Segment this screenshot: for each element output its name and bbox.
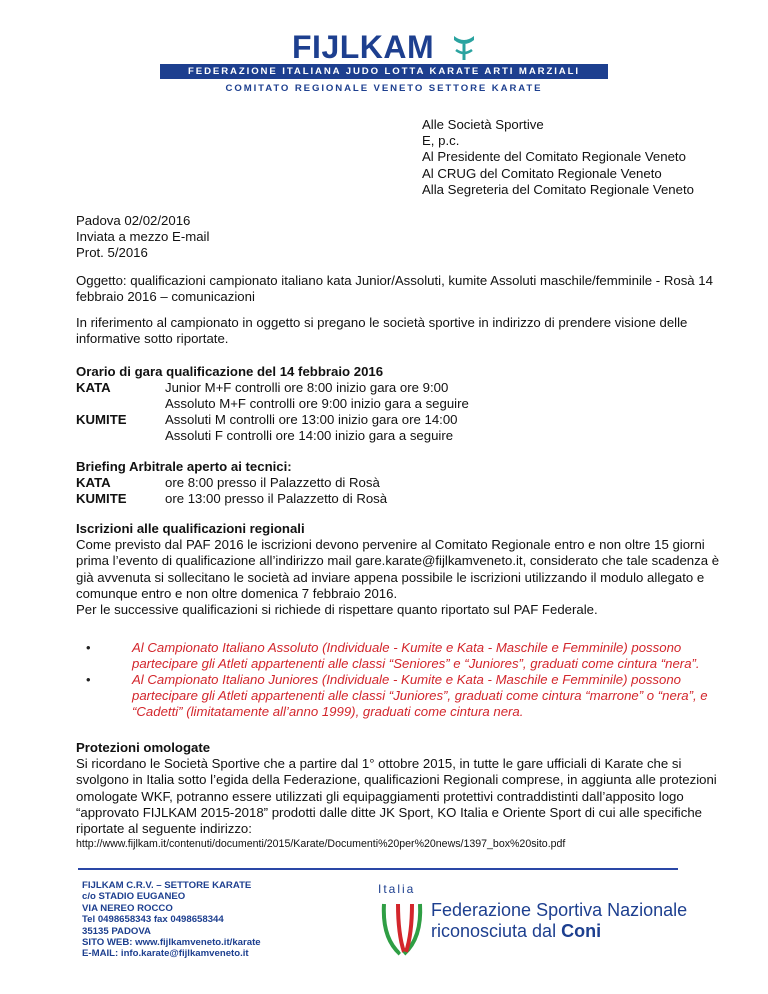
recipients-block — [422, 117, 694, 198]
briefing-kumite-label: KUMITE — [76, 491, 127, 506]
bullet-icon: • — [86, 640, 91, 655]
bullet-line: partecipare gli Atleti appartenenti alle classi “Seniores” e “Juniores”, graduati come cintura “nera”. — [132, 656, 700, 671]
schedule-title: Orario di gara qualificazione del 14 febbraio 2016 — [76, 364, 384, 379]
bullet-icon: • — [86, 672, 91, 687]
logo-text: FIJLKAM — [292, 30, 435, 62]
italia-label: Italia — [378, 882, 416, 896]
iscrizioni-title: Iscrizioni alle qualificazioni regionali — [76, 521, 305, 536]
meta-block — [76, 213, 209, 262]
kumite-label: KUMITE — [76, 412, 127, 427]
protezioni-section — [76, 740, 717, 837]
iscrizioni-line: già avvenuta si sollecitano le società ad inviare appena possibile le iscrizioni utilizzando il modulo allegato e — [76, 569, 705, 585]
kumite-schedule-1: Assoluti M controlli ore 13:00 inizio gara ore 14:00 — [165, 412, 458, 427]
footer-email[interactable]: E-MAIL: info.karate@fijlkamveneto.it — [82, 948, 249, 960]
bullet-line: Al Campionato Italiano Juniores (Individuale - Kumite e Kata - Maschile e Femminile) possono — [132, 672, 682, 687]
coni-line-1: Federazione Sportiva Nazionale — [431, 900, 688, 920]
footer-line: VIA NEREO ROCCO — [82, 902, 173, 914]
subject-line: febbraio 2016 – comunicazioni — [76, 289, 255, 305]
footer-line: Tel 0498658343 fax 0498658344 — [82, 914, 224, 926]
subject-line: Oggetto: qualificazioni campionato italiano kata Junior/Assoluti, kumite Assoluti maschile/femminile - Rosà 14 — [76, 273, 713, 288]
sent-via: Inviata a mezzo E-mail — [76, 229, 210, 245]
intro-line: informative sotto riportate. — [76, 331, 229, 347]
protezioni-line: omologate WKF, potranno essere utilizzati gli equipaggiamenti protettivi contraddistinti dall’apposito logo — [76, 788, 684, 804]
intro-line: In riferimento al campionato in oggetto si pregano le società sportive in indirizzo di prendere visione delle — [76, 315, 688, 330]
kata-schedule-2: Assoluto M+F controlli ore 9:00 inizio gara a seguire — [165, 396, 469, 411]
schedule-section — [76, 364, 693, 454]
footer-line: FIJLKAM C.R.V. – SETTORE KARATE — [82, 880, 252, 891]
kata-schedule-1: Junior M+F controlli ore 8:00 inizio gara ore 9:00 — [165, 380, 449, 395]
coni-word: Coni — [561, 921, 602, 941]
recipient-line: Al CRUG del Comitato Regionale Veneto — [422, 165, 662, 181]
federation-band: FEDERAZIONE ITALIANA JUDO LOTTA KARATE ARTI MARZIALI — [160, 64, 608, 79]
kata-label: KATA — [76, 380, 111, 395]
fijlkam-logo — [292, 30, 478, 62]
coni-shield-icon — [378, 898, 426, 958]
recipient-line: Al Presidente del Comitato Regionale Veneto — [422, 149, 686, 165]
protezioni-line: Si ricordano le Società Sportive che a partire dal 1° ottobre 2015, in tutte le gare ufficiali di Karate che si — [76, 756, 682, 772]
protezioni-title: Protezioni omologate — [76, 740, 211, 755]
bullet-item — [86, 672, 726, 722]
footer-line: 35135 PADOVA — [82, 925, 151, 937]
briefing-title: Briefing Arbitrale aperto ai tecnici: — [76, 459, 292, 474]
bullet-line: “Cadetti” (limitatamente all’anno 1999), graduati come cintura nera. — [132, 704, 524, 719]
briefing-kumite-text: ore 13:00 presso il Palazzetto di Rosà — [165, 491, 388, 506]
protezioni-url[interactable]: http://www.fijlkam.it/contenuti/documenti/2015/Karate/Documenti%20per%20news/1397_box%20sito.pdf — [76, 838, 566, 850]
footer-divider — [78, 868, 678, 870]
coni-line-2 — [431, 921, 601, 942]
bullet-item — [86, 640, 726, 674]
protezioni-line: svolgono in Italia sotto l’egida della Federazione, qualificazioni Regionali comprese, in aggiunta alle protezioni — [76, 772, 717, 788]
iscrizioni-section — [76, 521, 720, 618]
briefing-kata-label: KATA — [76, 475, 111, 490]
iscrizioni-line: Come previsto dal PAF 2016 le iscrizioni devono pervenire al Comitato Regionale entro e non oltre 15 giorni — [76, 537, 705, 553]
letter-date: Padova 02/02/2016 — [76, 213, 191, 228]
recipient-line: E, p.c. — [422, 133, 460, 149]
bullet-line: Al Campionato Italiano Assoluto (Individuale - Kumite e Kata - Maschile e Femminile) possono — [132, 640, 682, 655]
protezioni-line: riportate al seguente indirizzo: — [76, 821, 252, 837]
protezioni-line: “approvato FIJLKAM 2015-2018” prodotti dalle ditte JK Sport, KO Italia e Oriente Sport di cui alle specifiche — [76, 804, 703, 820]
iscrizioni-line: comunque entro e non oltre domenica 7 febbraio 2016. — [76, 585, 398, 601]
coni-line-2-text: riconosciuta dal — [431, 921, 562, 941]
footer-website[interactable]: SITO WEB: www.fijlkamveneto.it/karate — [82, 937, 261, 949]
footer-address — [82, 880, 261, 960]
recipient-line: Alla Segreteria del Comitato Regionale Veneto — [422, 181, 694, 197]
iscrizioni-line: prima l’evento di qualificazione all’indirizzo mail gare.karate@fijlkamveneto.it, considerato che tale scadenza è — [76, 553, 720, 569]
subject-block — [76, 273, 713, 305]
intro-paragraph — [76, 315, 693, 347]
protocol-number: Prot. 5/2016 — [76, 245, 148, 261]
emblem-icon — [454, 36, 474, 60]
footer-line: c/o STADIO EUGANEO — [82, 891, 186, 903]
committee-title: COMITATO REGIONALE VENETO SETTORE KARATE — [225, 83, 543, 94]
briefing-kata-text: ore 8:00 presso il Palazzetto di Rosà — [165, 475, 380, 490]
iscrizioni-line: Per le successive qualificazioni si richiede di rispettare quanto riportato sul PAF Federale. — [76, 602, 598, 618]
briefing-section — [76, 459, 693, 511]
kumite-schedule-2: Assoluti F controlli ore 14:00 inizio gara a seguire — [165, 428, 454, 443]
recipient-line: Alle Società Sportive — [422, 117, 544, 132]
bullet-line: partecipare gli Atleti appartenenti alle classi “Juniores”, graduati come cintura “marrone” o “nera”, e — [132, 688, 708, 703]
